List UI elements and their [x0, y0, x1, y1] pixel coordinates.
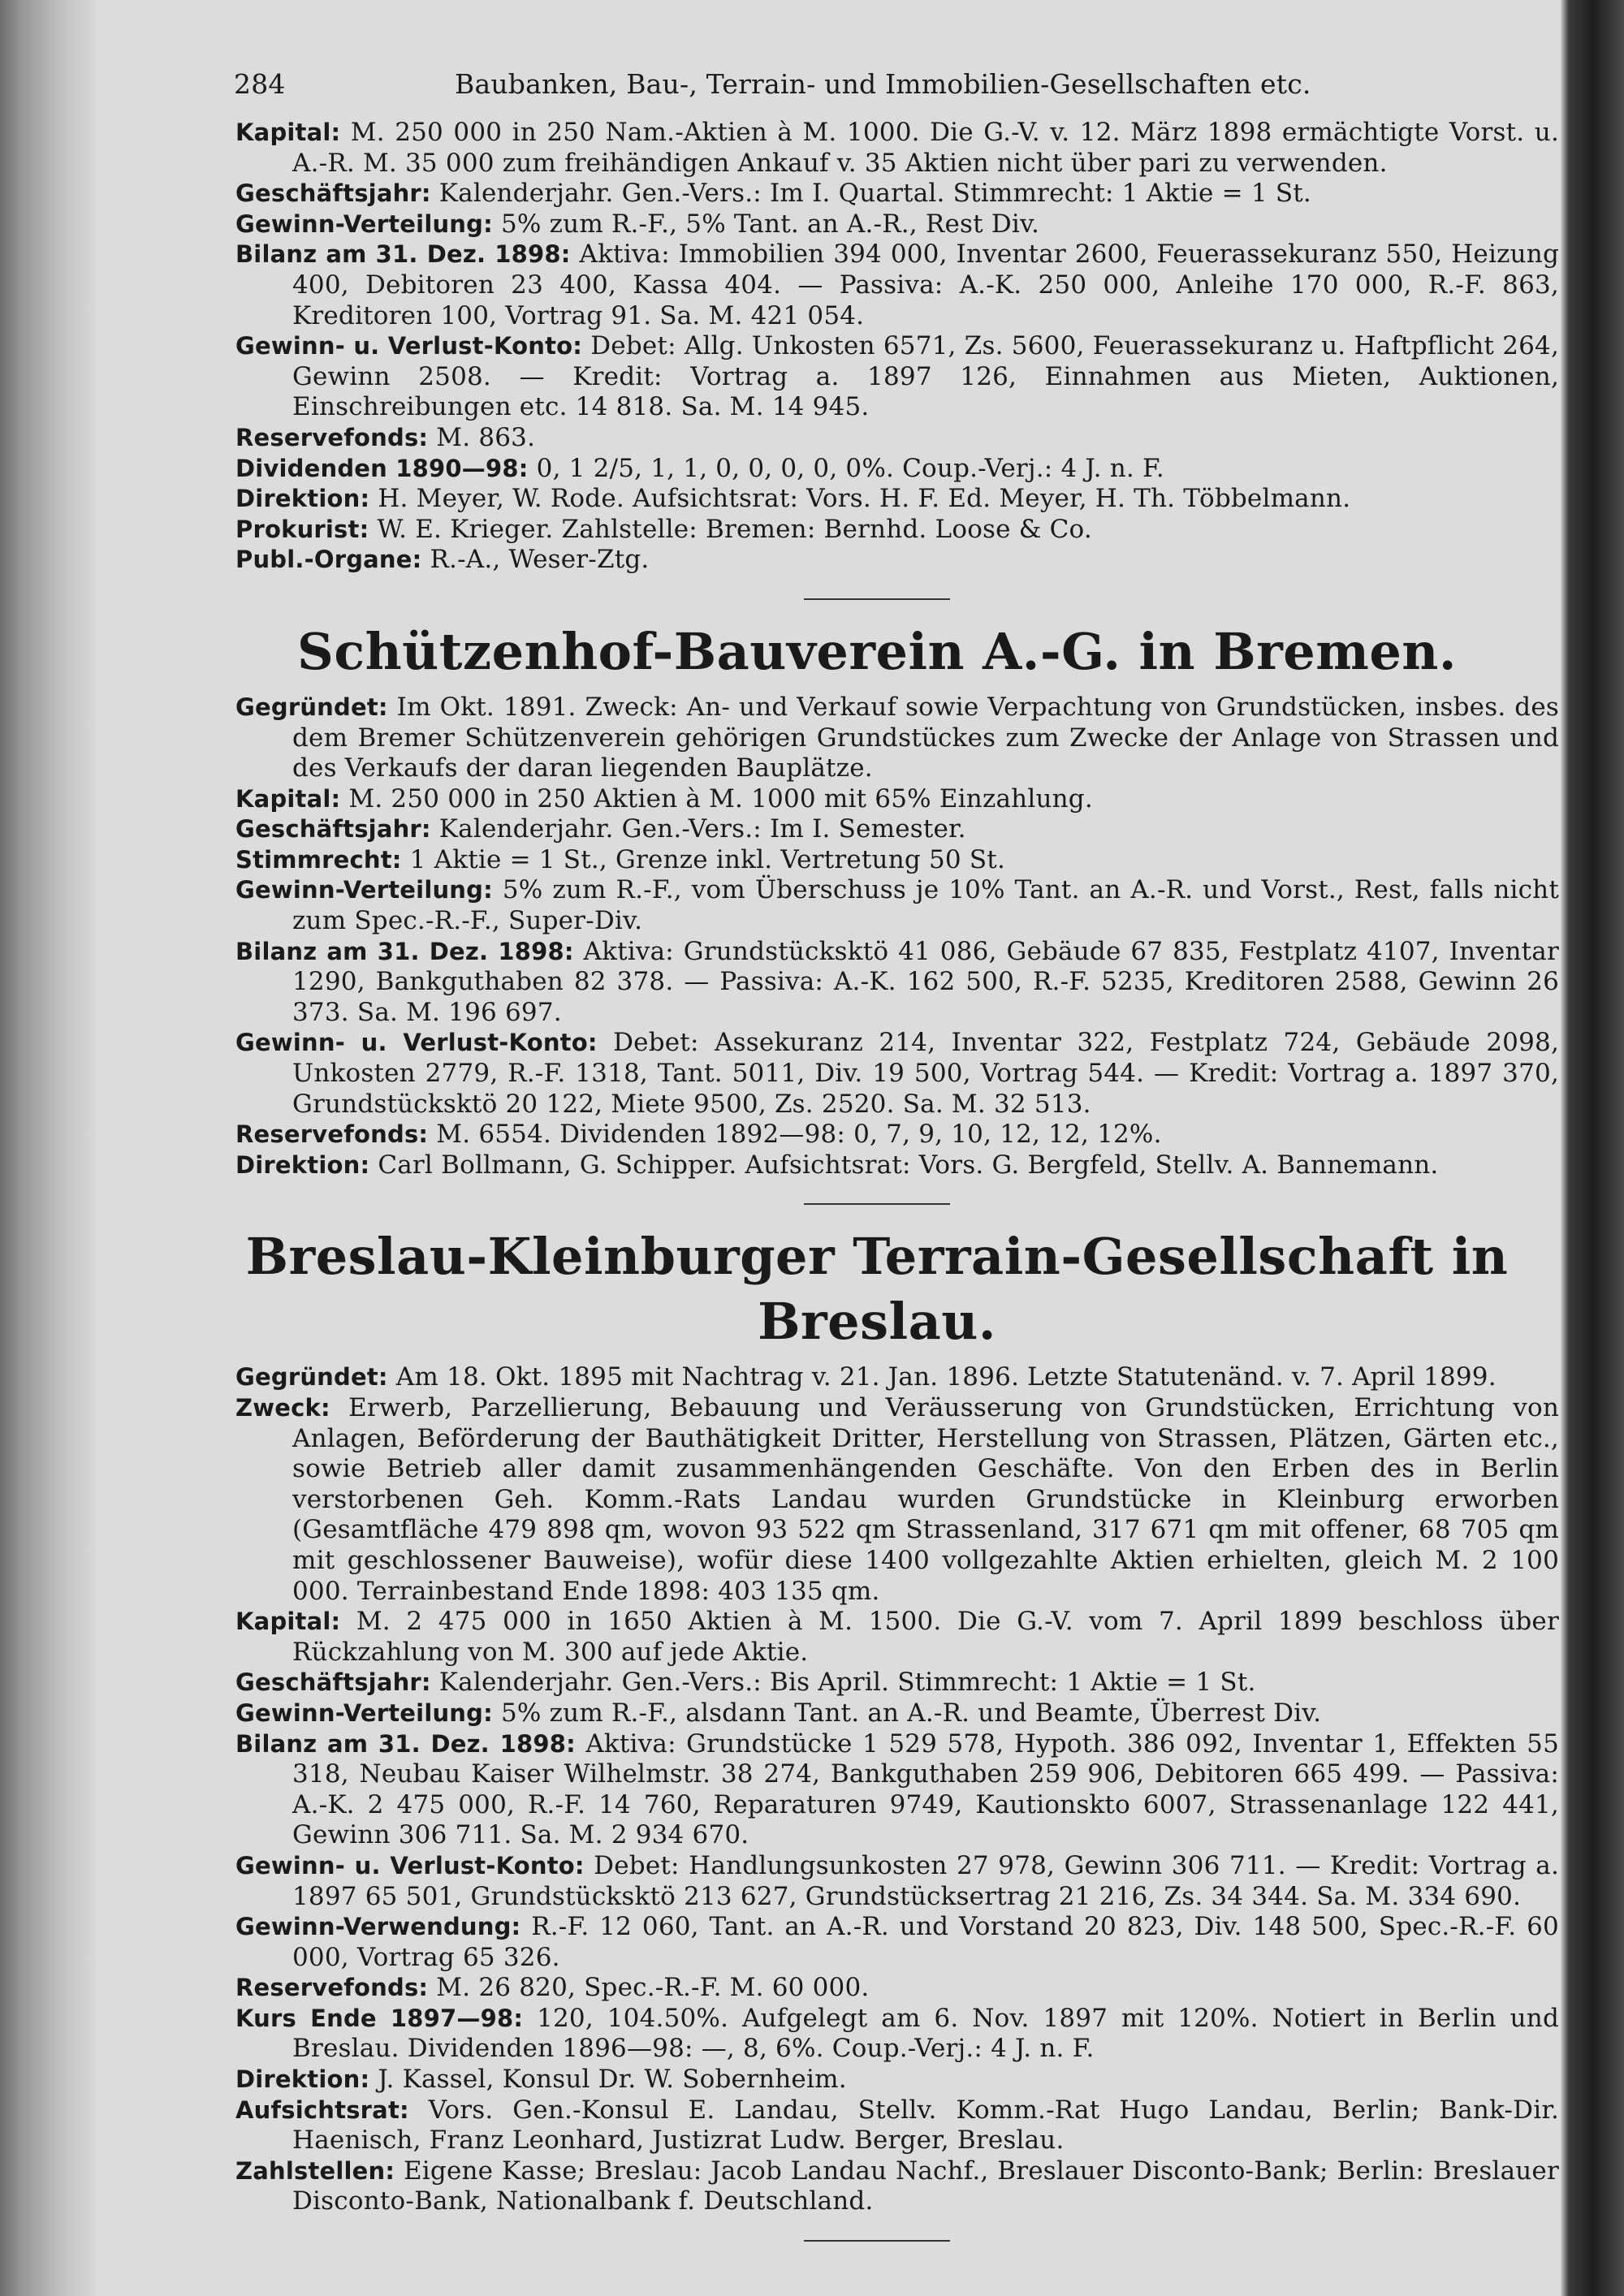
entry-geschaeftsjahr: Geschäftsjahr: Kalenderjahr. Gen.-Vers.: Bis April. Stimmrecht: 1 Aktie = 1 St. — [235, 1668, 1256, 1698]
entry-gewinn-verteilung: Gewinn-Verteilung: 5% zum R.-F., 5% Tant. an A.-R., Rest Div. — [235, 209, 1040, 239]
entry-bilanz: Bilanz am 31. Dez. 1898: Aktiva: Grundstücksktö 41 086, Gebäude 67 835, Festplatz 4107, Inventar 1290, Bankguthaben 82 378. — Passiva: A.-K. 162 500, R.-F. 5235, Kreditoren 2588, Gewinn 26 373. Sa. M. 196 697. — [235, 936, 1559, 1027]
entry-gewinn-verteilung: Gewinn-Verteilung: 5% zum R.-F., alsdann Tant. an A.-R. und Beamte, Überrest Div. — [235, 1698, 1322, 1728]
running-header — [195, 69, 1559, 118]
entry-stimmrecht: Stimmrecht: 1 Aktie = 1 St., Grenze inkl. Vertretung 50 St. — [235, 844, 1006, 874]
entry-geschaeftsjahr: Geschäftsjahr: Kalenderjahr. Gen.-Vers.: Im I. Quartal. Stimmrecht: 1 Aktie = 1 St. — [235, 179, 1311, 209]
running-title: Baubanken, Bau-, Terrain- und Immobilien-Gesellschaften etc. — [455, 68, 1311, 100]
entry-direktion: Direktion: J. Kassel, Konsul Dr. W. Sobernheim. — [235, 2065, 847, 2095]
company-title-schuetzenhof: Schützenhof-Bauverein A.-G. in Bremen. — [297, 621, 1457, 681]
entry-gewinn-verlust: Gewinn- u. Verlust-Konto: Debet: Handlungsunkosten 27 978, Gewinn 306 711. — Kredit: Vortrag a. 1897 65 501, Grundstücksktö 213 627, Grundstücksertrag 21 216, Zs. 34 344. Sa. M. 334 690. — [235, 1850, 1559, 1911]
section-divider — [804, 1203, 950, 1205]
entry-dividenden: Dividenden 1890—98: 0, 1 2/5, 1, 1, 0, 0, 0, 0, 0%. Coup.-Verj.: 4 J. n. F. — [235, 453, 1164, 483]
section-continued-company — [235, 118, 1559, 576]
entry-gewinn-verlust: Gewinn- u. Verlust-Konto: Debet: Allg. Unkosten 6571, Zs. 5600, Feuerassekuranz u. Haftpflicht 264, Gewinn 2508. — Kredit: Vortrag a. 1897 126, Einnahmen aus Mieten, Auktionen, Einschreibungen etc. 14 818. Sa. M. 14 945. — [235, 331, 1560, 422]
entry-bilanz: Bilanz am 31. Dez. 1898: Aktiva: Immobilien 394 000, Inventar 2600, Feuerassekuranz 550, Heizung 400, Debitoren 23 400, Kassa 404. — Passiva: A.-K. 250 000, Anleihe 170 000, R.-F. 863, Kreditoren 100, Vortrag 91. Sa. M. 421 054. — [235, 240, 1560, 330]
page-edge-shadow — [1561, 0, 1624, 2296]
entry-kapital: Kapital: M. 250 000 in 250 Aktien à M. 1000 mit 65% Einzahlung. — [235, 783, 1093, 814]
entry-kurs: Kurs Ende 1897—98: 120, 104.50%. Aufgelegt am 6. Nov. 1897 mit 120%. Notiert in Berlin und Breslau. Dividenden 1896—98: —, 8, 6%. Coup.-Verj.: 4 J. n. F. — [235, 2003, 1560, 2064]
entry-reservefonds: Reservefonds: M. 6554. Dividenden 1892—98: 0, 7, 9, 10, 12, 12, 12%. — [235, 1120, 1162, 1150]
entry-direktion: Direktion: H. Meyer, W. Rode. Aufsichtsrat: Vors. H. F. Ed. Meyer, H. Th. Többelmann. — [235, 484, 1351, 514]
entry-gegruendet: Gegründet: Am 18. Okt. 1895 mit Nachtrag v. 21. Jan. 1896. Letzte Statutenänd. v. 7. April 1899. — [235, 1362, 1497, 1392]
entry-geschaeftsjahr: Geschäftsjahr: Kalenderjahr. Gen.-Vers.: Im I. Semester. — [235, 814, 966, 844]
page-number: 284 — [234, 68, 286, 100]
entry-aufsichtsrat: Aufsichtsrat: Vors. Gen.-Konsul E. Landau, Stellv. Komm.-Rat Hugo Landau, Berlin; Bank-Dir. Haenisch, Franz Leonhard, Justizrat Ludw. Berger, Breslau. — [235, 2095, 1559, 2156]
entry-gewinn-verteilung: Gewinn-Verteilung: 5% zum R.-F., vom Überschuss je 10% Tant. an A.-R. und Vorst., Rest, falls nicht zum Spec.-R.-F., Super-Div. — [235, 875, 1559, 936]
entry-kapital: Kapital: M. 2 475 000 in 1650 Aktien à M. 1500. Die G.-V. vom 7. April 1899 beschloss über Rückzahlung von M. 300 auf jede Aktie. — [235, 1607, 1559, 1667]
section-schuetzenhof — [235, 693, 1559, 1181]
section-breslau — [235, 1362, 1559, 2217]
page-content — [195, 69, 1559, 2261]
entry-publ-organe: Publ.-Organe: R.-A., Weser-Ztg. — [235, 545, 650, 575]
entry-gewinn-verlust: Gewinn- u. Verlust-Konto: Debet: Assekuranz 214, Inventar 322, Festplatz 724, Gebäude 2098, Unkosten 2779, R.-F. 1318, Tant. 5011, Div. 19 500, Vortrag 544. — Kredit: Vortrag a. 1897 370, Grundstücksktö 20 122, Miete 9500, Zs. 2520. Sa. M. 32 513. — [235, 1028, 1560, 1119]
entry-gegruendet: Gegründet: Im Okt. 1891. Zweck: An- und Verkauf sowie Verpachtung von Grundstücken, insbes. des dem Bremer Schützenverein gehörigen Grundstückes zum Zwecke der Anlage von Strassen und des Verkaufs der daran liegenden Bauplätze. — [235, 692, 1559, 783]
entry-direktion: Direktion: Carl Bollmann, G. Schipper. Aufsichtsrat: Vors. G. Bergfeld, Stellv. A. Bannemann. — [235, 1150, 1439, 1180]
section-divider — [804, 2240, 950, 2242]
entry-reservefonds: Reservefonds: M. 863. — [235, 422, 536, 452]
section-divider — [804, 598, 950, 600]
company-title-breslau: Breslau-Kleinburger Terrain-Gesellschaft in Breslau. — [245, 1227, 1509, 1352]
entry-bilanz: Bilanz am 31. Dez. 1898: Aktiva: Grundstücke 1 529 578, Hypoth. 386 092, Inventar 1, Effekten 55 318, Neubau Kaiser Wilhelmstr. 38 274, Bankguthaben 259 906, Debitoren 665 499. — Passiva: A.-K. 2 475 000, R.-F. 14 760, Reparaturen 9749, Kautionskto 6007, Strassenanlage 122 441, Gewinn 306 711. Sa. M. 2 934 670. — [235, 1728, 1559, 1850]
entry-prokurist: Prokurist: W. E. Krieger. Zahlstelle: Bremen: Bernhd. Loose & Co. — [235, 514, 1092, 544]
entry-gewinn-verwendung: Gewinn-Verwendung: R.-F. 12 060, Tant. an A.-R. und Vorstand 20 823, Div. 148 500, Spec.-R.-F. 60 000, Vortrag 65 326. — [235, 1912, 1559, 1972]
entry-zweck: Zweck: Erwerb, Parzellierung, Bebauung und Veräusserung von Grundstücken, Errichtung von Anlagen, Beförderung der Bauthätigkeit Dritter, Herstellung von Strassen, Plätzen, Gärten etc., sowie Betrieb aller damit zusammenhängenden Geschäfte. Von den Erben des in Berlin verstorbenen Geh. Komm.-Rats Landau wurden Grundstücke in Kleinburg erworben (Gesamtfläche 479 898 qm, wovon 93 522 qm Strassenland, 317 671 qm mit offener, 68 705 qm mit geschlossener Bauweise), wofür diese 1400 vollgezahlte Aktien erhielten, gleich M. 2 100 000. Terrainbestand Ende 1898: 403 135 qm. — [235, 1393, 1559, 1606]
entry-reservefonds: Reservefonds: M. 26 820, Spec.-R.-F. M. 60 000. — [235, 1973, 870, 2003]
book-gutter-shadow — [0, 0, 96, 2296]
entry-kapital: Kapital: M. 250 000 in 250 Nam.-Aktien à M. 1000. Die G.-V. v. 12. März 1898 ermächtigte Vorst. u. A.-R. M. 35 000 zum freihändigen Ankauf v. 35 Aktien nicht über pari zu verwenden. — [235, 118, 1559, 178]
entry-zahlstellen: Zahlstellen: Eigene Kasse; Breslau: Jacob Landau Nachf., Breslauer Disconto-Bank; Berlin: Breslauer Disconto-Bank, Nationalbank f. Deutschland. — [235, 2156, 1559, 2216]
